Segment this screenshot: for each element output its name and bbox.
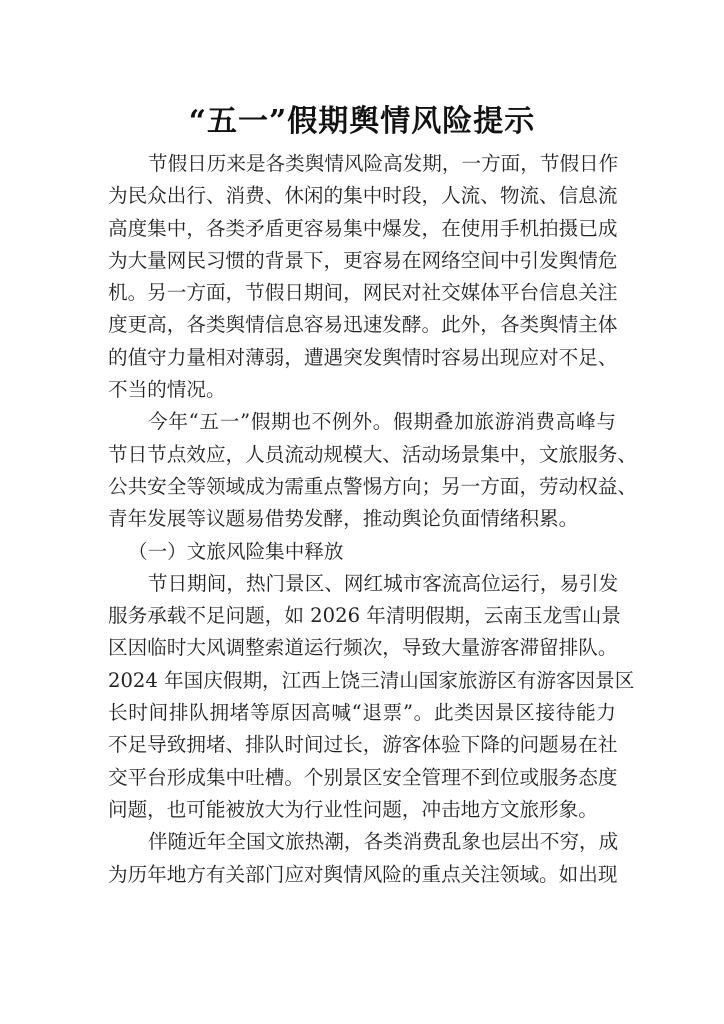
- paragraph-3-line-4: 2024 年国庆假期，江西上饶三清山国家旅游区有游客因景区: [108, 668, 635, 692]
- paragraph-1-line-3: 高度集中，各类矛盾更容易集中爆发，在使用手机拍摄已成: [108, 216, 618, 240]
- paragraph-3-line-8: 问题，也可能被放大为行业性问题，冲击地方文旅形象。: [108, 797, 598, 821]
- paragraph-1-line-2: 为民众出行、消费、休闲的集中时段，人流、物流、信息流: [108, 184, 618, 208]
- paragraph-1-line-6: 度更高，各类舆情信息容易迅速发酵。此外，各类舆情主体: [108, 313, 618, 337]
- paragraph-3-line-5: 长时间排队拥堵等原因高喊“退票”。此类因景区接待能力: [108, 701, 616, 725]
- paragraph-2-line-4: 青年发展等议题易借势发酵，推动舆论负面情绪积累。: [108, 507, 579, 531]
- paragraph-2-line-2: 节日节点效应，人员流动规模大、活动场景集中，文旅服务、: [108, 442, 638, 466]
- paragraph-2-line-3: 公共安全等领域成为需重点警惕方向；另一方面，劳动权益、: [108, 474, 638, 498]
- paragraph-2-line-1: 今年“五一”假期也不例外。假期叠加旅游消费高峰与: [148, 410, 616, 434]
- document-body: [108, 148, 638, 891]
- paragraph-3-line-3: 区因临时大风调整索道运行频次，导致大量游客滞留排队。: [108, 636, 618, 660]
- section-heading-1: （一）文旅风险集中释放: [128, 539, 344, 563]
- paragraph-3-line-2: 服务承载不足问题，如 2026 年清明假期，云南玉龙雪山景: [108, 604, 621, 628]
- paragraph-4-line-2: 为历年地方有关部门应对舆情风险的重点关注领域。如出现: [108, 862, 618, 886]
- document-title: “五一”假期舆情风险提示: [188, 104, 536, 139]
- paragraph-3-line-7: 交平台形成集中吐槽。个别景区安全管理不到位或服务态度: [108, 765, 618, 789]
- paragraph-1-line-8: 不当的情况。: [108, 378, 226, 402]
- paragraph-3-line-1: 节日期间，热门景区、网红城市客流高位运行，易引发: [148, 571, 619, 595]
- paragraph-1-line-4: 为大量网民习惯的背景下，更容易在网络空间中引发舆情危: [108, 248, 618, 272]
- paragraph-4-line-1: 伴随近年全国文旅热潮，各类消费乱象也层出不穷，成: [148, 830, 619, 854]
- paragraph-1-line-1: 节假日历来是各类舆情风险高发期，一方面，节假日作: [148, 152, 619, 175]
- paragraph-1-line-7: 的值守力量相对薄弱，遭遇突发舆情时容易出现应对不足、: [108, 345, 618, 369]
- paragraph-1-line-5: 机。另一方面，节假日期间，网民对社交媒体平台信息关注: [108, 281, 618, 305]
- paragraph-3-line-6: 不足导致拥堵、排队时间过长，游客体验下降的问题易在社: [108, 733, 618, 757]
